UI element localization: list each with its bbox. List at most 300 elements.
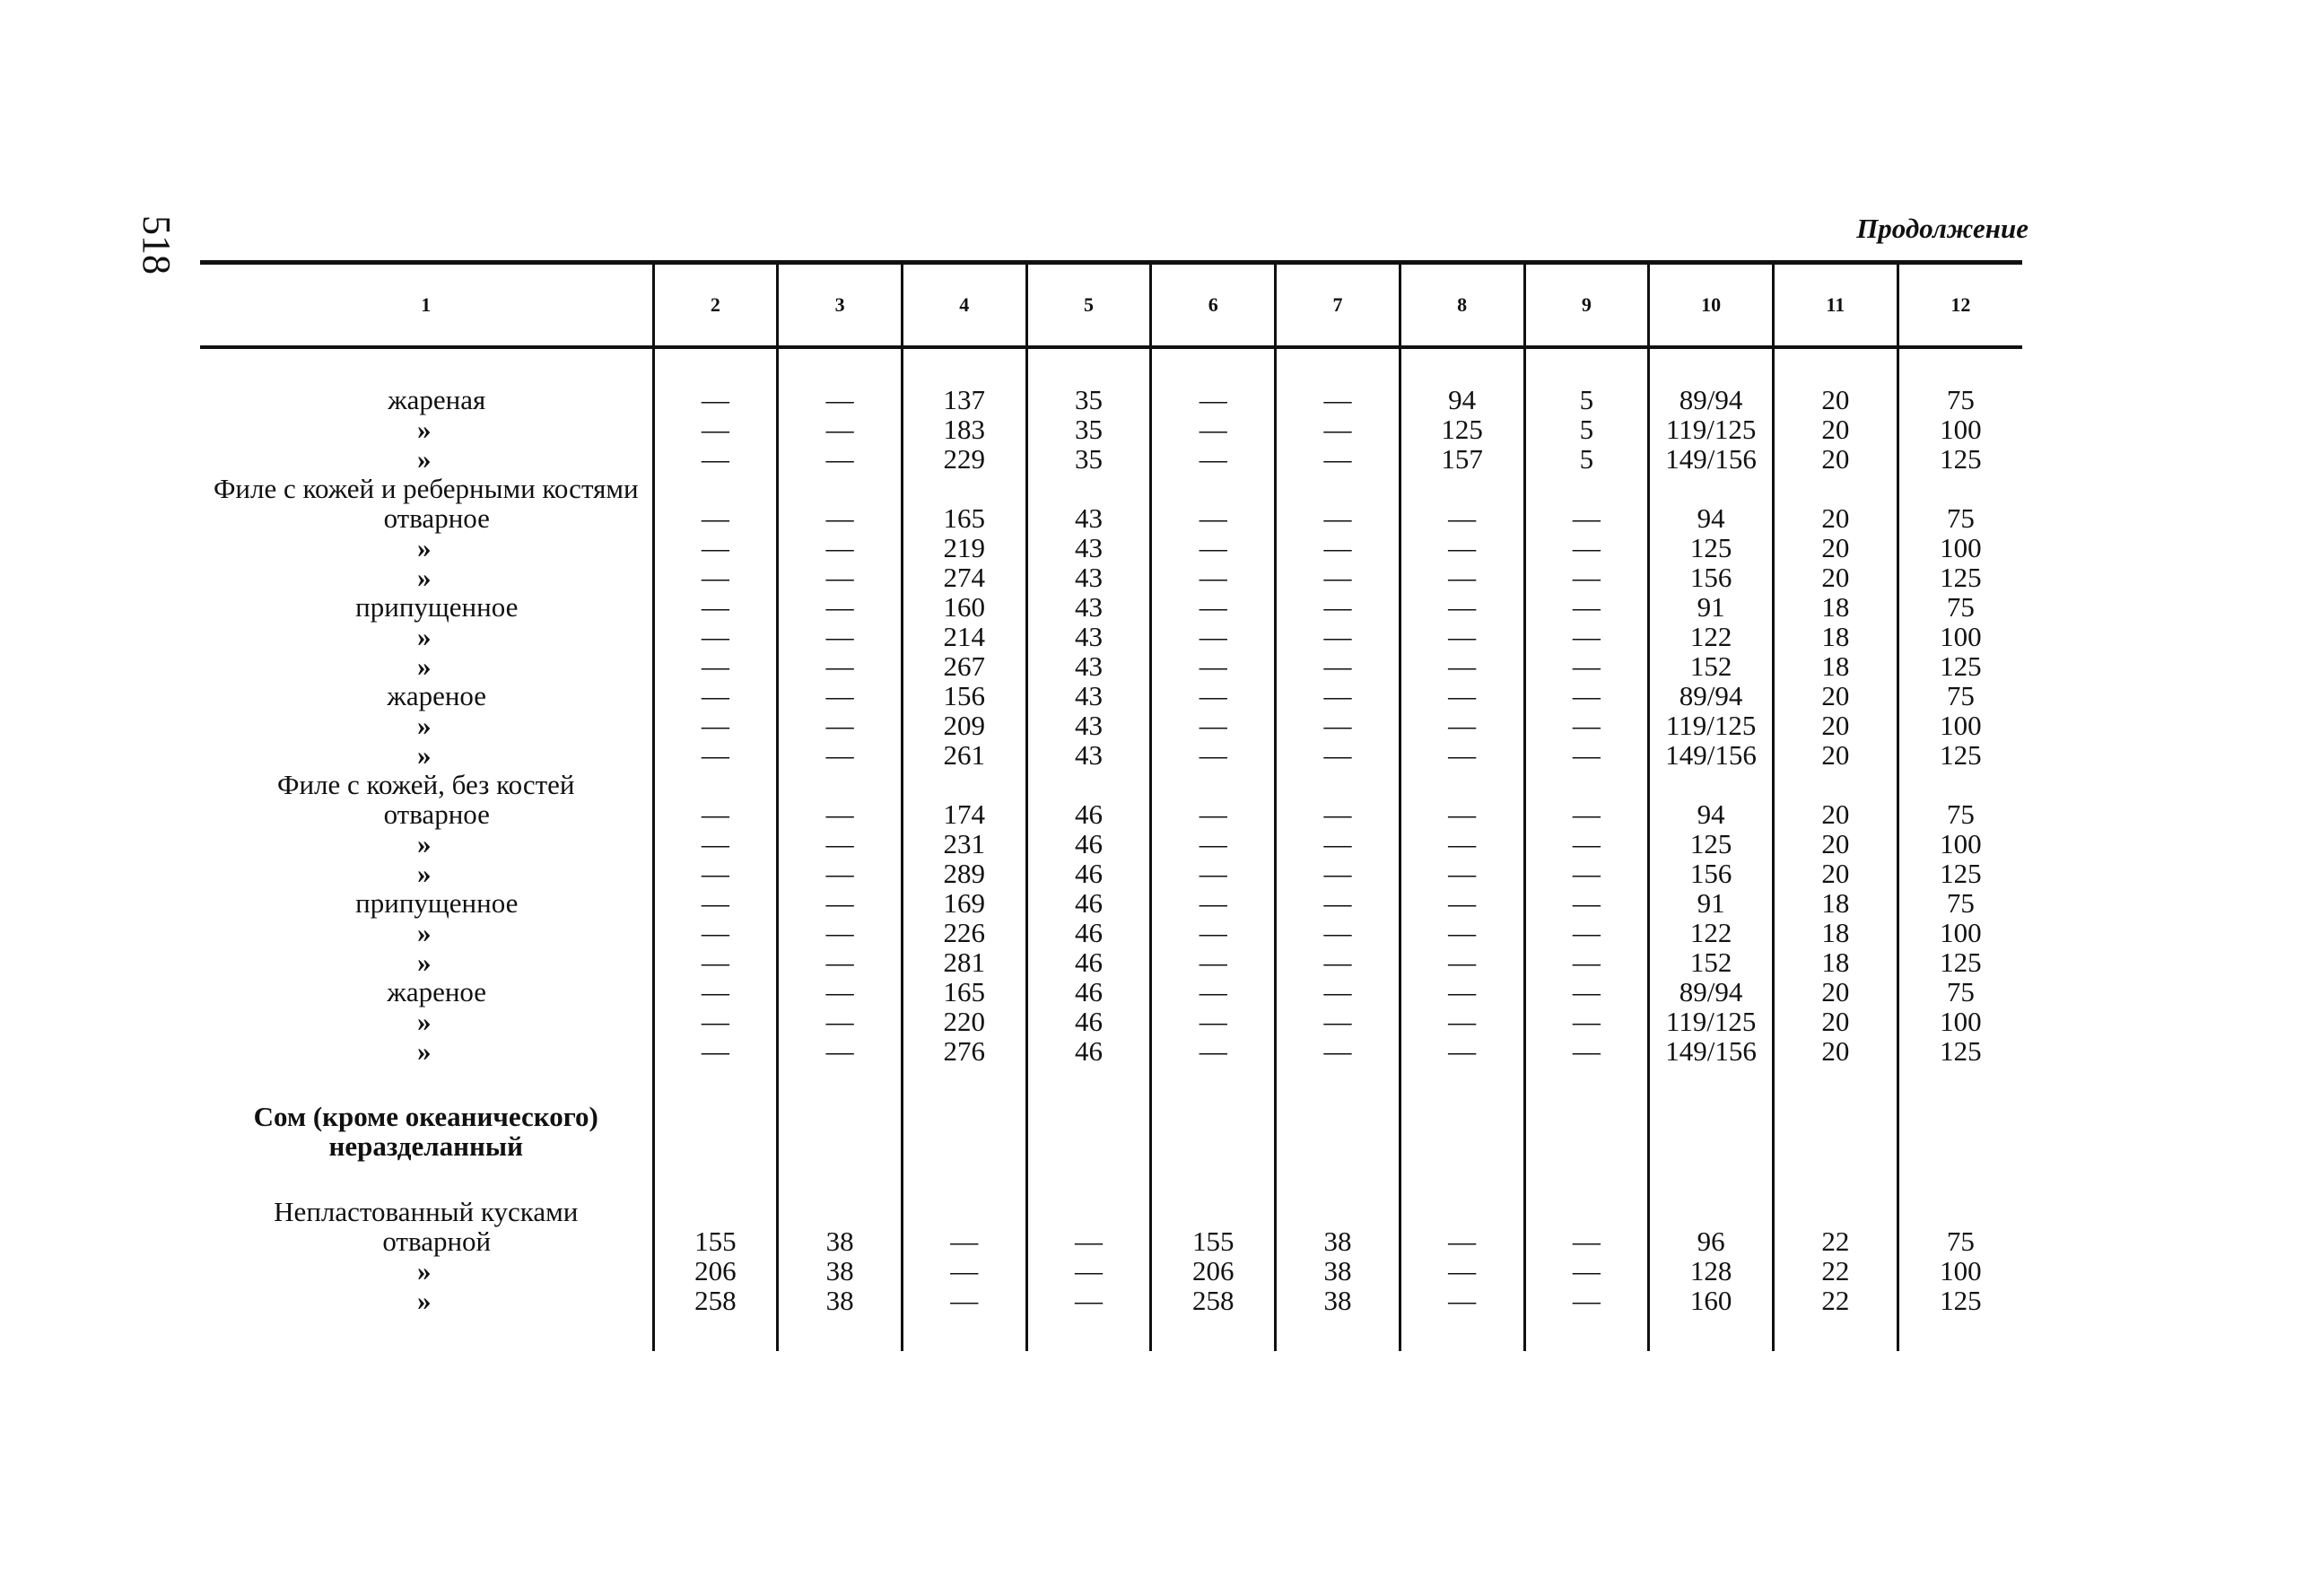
- table-cell: 219: [902, 533, 1026, 563]
- table-row: [200, 947, 2022, 977]
- table-cell: 119/125: [1649, 1007, 1774, 1036]
- table-cell: 43: [1026, 711, 1151, 740]
- table-cell: 38: [778, 1226, 903, 1256]
- table-cell: —: [778, 651, 903, 681]
- table-cell: [1026, 770, 1151, 799]
- table-row: [200, 1036, 2022, 1066]
- table-cell: —: [1151, 414, 1276, 444]
- table-cell: [1524, 770, 1649, 799]
- table-cell: 289: [902, 859, 1026, 888]
- table-cell: 267: [902, 651, 1026, 681]
- table-cell: —: [653, 681, 778, 711]
- table-cell: —: [1400, 1007, 1524, 1036]
- table-cell: [1524, 474, 1649, 503]
- table-cell: —: [778, 918, 903, 947]
- table-cell: —: [1400, 622, 1524, 651]
- table-cell: 20: [1773, 681, 1898, 711]
- table-cell: 38: [778, 1256, 903, 1286]
- table-cell: —: [1276, 1036, 1400, 1066]
- table-cell: [1773, 770, 1898, 799]
- table-cell: 22: [1773, 1226, 1898, 1256]
- table-cell: 125: [1898, 947, 2022, 977]
- table-cell: [653, 1197, 778, 1226]
- table-cell: —: [1151, 977, 1276, 1007]
- table-cell: 20: [1773, 414, 1898, 444]
- continuation-label: Продолжение: [1856, 213, 2028, 244]
- table-cell: —: [1276, 859, 1400, 888]
- table-cell: —: [1151, 444, 1276, 474]
- table-cell: 152: [1649, 651, 1774, 681]
- table-cell: —: [902, 1256, 1026, 1286]
- table-cell: —: [1524, 740, 1649, 770]
- table-cell: [1773, 1197, 1898, 1226]
- table-cell: —: [1151, 1036, 1276, 1066]
- table-cell: —: [653, 918, 778, 947]
- table-cell: 206: [653, 1256, 778, 1286]
- table-cell: —: [1400, 651, 1524, 681]
- table-row: [200, 829, 2022, 859]
- table-cell: —: [778, 622, 903, 651]
- table-cell: —: [1026, 1286, 1151, 1315]
- table-cell: —: [1151, 799, 1276, 829]
- table-cell: [1400, 474, 1524, 503]
- table-cell: 75: [1898, 385, 2022, 414]
- table-cell: [902, 770, 1026, 799]
- table-cell: —: [1524, 799, 1649, 829]
- table-cell: 43: [1026, 563, 1151, 592]
- table-cell: —: [1400, 977, 1524, 1007]
- table-cell: —: [1400, 711, 1524, 740]
- table-cell: 156: [1649, 859, 1774, 888]
- table-row: [200, 1226, 2022, 1256]
- table-cell: —: [1276, 533, 1400, 563]
- table-cell: 155: [653, 1226, 778, 1256]
- table-cell: 119/125: [1649, 711, 1774, 740]
- row-label: »: [417, 709, 432, 741]
- column-header: 9: [1524, 263, 1649, 347]
- table-cell: —: [653, 711, 778, 740]
- table-cell: —: [1400, 1226, 1524, 1256]
- row-label: Непластованный кусками: [274, 1195, 579, 1227]
- row-label: жареная: [388, 383, 486, 415]
- table-cell: —: [1524, 829, 1649, 859]
- table-row: [200, 385, 2022, 414]
- table-cell: —: [1276, 947, 1400, 977]
- table-row: [200, 651, 2022, 681]
- column-header: 12: [1898, 263, 2022, 347]
- table-cell: 38: [778, 1286, 903, 1315]
- row-label: »: [417, 1284, 432, 1316]
- table-cell: —: [1524, 503, 1649, 533]
- table-cell: 43: [1026, 503, 1151, 533]
- table-cell: 18: [1773, 651, 1898, 681]
- table-cell: —: [653, 977, 778, 1007]
- table-cell: —: [1151, 829, 1276, 859]
- table-cell: 20: [1773, 444, 1898, 474]
- column-header: 1: [200, 263, 653, 347]
- table-row: [200, 799, 2022, 829]
- row-label: »: [417, 738, 432, 771]
- table-cell: —: [653, 533, 778, 563]
- table-cell: —: [1151, 651, 1276, 681]
- table-cell: [1276, 1102, 1400, 1161]
- table-row: [200, 474, 2022, 503]
- table-cell: —: [1276, 1007, 1400, 1036]
- row-label: отварной: [382, 1225, 492, 1257]
- table-cell: [1026, 1197, 1151, 1226]
- table-cell: —: [1400, 1036, 1524, 1066]
- table-cell: —: [778, 1036, 903, 1066]
- table-cell: 149/156: [1649, 444, 1774, 474]
- table-cell: 128: [1649, 1256, 1774, 1286]
- table-cell: —: [1524, 533, 1649, 563]
- page-number: 518: [135, 215, 179, 275]
- table-cell: [1649, 1197, 1774, 1226]
- table-cell: 226: [902, 918, 1026, 947]
- row-label: жареное: [387, 679, 487, 711]
- table-cell: 18: [1773, 592, 1898, 622]
- table-cell: —: [1400, 740, 1524, 770]
- table-cell: [1026, 1102, 1151, 1161]
- table-cell: 125: [1400, 414, 1524, 444]
- table-cell: [1151, 770, 1276, 799]
- table-cell: —: [653, 385, 778, 414]
- table-cell: 156: [902, 681, 1026, 711]
- table-cell: 89/94: [1649, 681, 1774, 711]
- column-header: 3: [778, 263, 903, 347]
- table-cell: 125: [1898, 444, 2022, 474]
- table-cell: 35: [1026, 414, 1151, 444]
- row-label: »: [417, 561, 432, 593]
- table-cell: —: [1524, 1286, 1649, 1315]
- column-header: 2: [653, 263, 778, 347]
- table-cell: —: [1151, 533, 1276, 563]
- table-cell: —: [1400, 533, 1524, 563]
- table-cell: —: [778, 592, 903, 622]
- row-label: Филе с кожей и реберными костями: [213, 472, 639, 504]
- row-label: »: [417, 1005, 432, 1037]
- table-cell: 261: [902, 740, 1026, 770]
- table-cell: —: [653, 1036, 778, 1066]
- row-label: »: [417, 827, 432, 859]
- table-cell: —: [1400, 592, 1524, 622]
- table-cell: —: [778, 503, 903, 533]
- table-cell: —: [653, 651, 778, 681]
- table-cell: 75: [1898, 799, 2022, 829]
- table-cell: —: [653, 1007, 778, 1036]
- table-cell: [1898, 1102, 2022, 1161]
- table-cell: —: [778, 888, 903, 918]
- table-row: [200, 1007, 2022, 1036]
- row-label: »: [417, 413, 432, 445]
- table-cell: 43: [1026, 651, 1151, 681]
- table-row: [200, 740, 2022, 770]
- table-cell: —: [1524, 681, 1649, 711]
- table-cell: —: [653, 829, 778, 859]
- table-cell: —: [653, 622, 778, 651]
- table-cell: —: [1151, 563, 1276, 592]
- table-row: [200, 859, 2022, 888]
- table-cell: 149/156: [1649, 1036, 1774, 1066]
- table-cell: —: [1524, 563, 1649, 592]
- table-row: [200, 563, 2022, 592]
- table-row: [200, 711, 2022, 740]
- table-cell: —: [778, 977, 903, 1007]
- table-cell: 20: [1773, 503, 1898, 533]
- table-cell: —: [1524, 977, 1649, 1007]
- table-cell: —: [1276, 888, 1400, 918]
- table-cell: 20: [1773, 385, 1898, 414]
- table-cell: 214: [902, 622, 1026, 651]
- table-cell: 94: [1649, 799, 1774, 829]
- table-cell: 38: [1276, 1256, 1400, 1286]
- table-cell: [1524, 1102, 1649, 1161]
- spacer-row: [200, 347, 2022, 385]
- table-cell: 174: [902, 799, 1026, 829]
- table-cell: 156: [1649, 563, 1774, 592]
- table-cell: 100: [1898, 711, 2022, 740]
- table-cell: —: [1400, 918, 1524, 947]
- table-cell: 91: [1649, 592, 1774, 622]
- table-cell: [902, 1197, 1026, 1226]
- table-cell: [1276, 474, 1400, 503]
- table-cell: —: [1026, 1256, 1151, 1286]
- table-cell: 165: [902, 977, 1026, 1007]
- table-row: [200, 888, 2022, 918]
- table-cell: [778, 770, 903, 799]
- table-cell: 281: [902, 947, 1026, 977]
- row-label: »: [417, 857, 432, 889]
- table-cell: 22: [1773, 1256, 1898, 1286]
- table-cell: —: [1400, 681, 1524, 711]
- table-cell: [902, 474, 1026, 503]
- table-cell: 125: [1898, 563, 2022, 592]
- table-cell: 157: [1400, 444, 1524, 474]
- row-label: »: [417, 916, 432, 948]
- table-cell: [1400, 1102, 1524, 1161]
- table-cell: [1400, 770, 1524, 799]
- table-cell: —: [1151, 681, 1276, 711]
- table-cell: 258: [653, 1286, 778, 1315]
- table-cell: —: [1524, 622, 1649, 651]
- row-label: »: [417, 620, 432, 652]
- table-cell: [653, 770, 778, 799]
- table-cell: 46: [1026, 1036, 1151, 1066]
- table-cell: [653, 474, 778, 503]
- table-cell: 18: [1773, 622, 1898, 651]
- table-cell: 46: [1026, 888, 1151, 918]
- spacer-row: [200, 1315, 2022, 1351]
- table-cell: —: [653, 799, 778, 829]
- table-cell: 274: [902, 563, 1026, 592]
- table-cell: 206: [1151, 1256, 1276, 1286]
- table-cell: 160: [902, 592, 1026, 622]
- table-cell: [1026, 474, 1151, 503]
- column-header: 11: [1773, 263, 1898, 347]
- table-cell: [1151, 474, 1276, 503]
- table-cell: 165: [902, 503, 1026, 533]
- table-cell: 231: [902, 829, 1026, 859]
- column-header: 4: [902, 263, 1026, 347]
- column-header: 8: [1400, 263, 1524, 347]
- table-cell: 35: [1026, 444, 1151, 474]
- table-cell: 125: [1649, 829, 1774, 859]
- table-cell: 169: [902, 888, 1026, 918]
- table-cell: 122: [1649, 622, 1774, 651]
- table-cell: 20: [1773, 563, 1898, 592]
- table-cell: 100: [1898, 533, 2022, 563]
- table-cell: —: [1276, 977, 1400, 1007]
- table-cell: —: [778, 533, 903, 563]
- table-cell: 100: [1898, 622, 2022, 651]
- table-cell: 258: [1151, 1286, 1276, 1315]
- table-cell: 5: [1524, 385, 1649, 414]
- table-cell: —: [1276, 414, 1400, 444]
- table-cell: —: [1524, 918, 1649, 947]
- table-cell: —: [653, 592, 778, 622]
- row-label: Филе с кожей, без костей: [276, 768, 575, 800]
- row-label: »: [417, 1034, 432, 1067]
- table-cell: —: [778, 681, 903, 711]
- table-cell: —: [1524, 1256, 1649, 1286]
- table-cell: 94: [1400, 385, 1524, 414]
- table-cell: 43: [1026, 681, 1151, 711]
- table-cell: 100: [1898, 1256, 2022, 1286]
- spacer-row: [200, 1066, 2022, 1102]
- table-cell: —: [778, 444, 903, 474]
- table-row: [200, 503, 2022, 533]
- table-row: [200, 414, 2022, 444]
- table-cell: —: [1400, 503, 1524, 533]
- table-cell: —: [1524, 1007, 1649, 1036]
- table-cell: 43: [1026, 592, 1151, 622]
- table-cell: 43: [1026, 622, 1151, 651]
- table-cell: 152: [1649, 947, 1774, 977]
- table-cell: 155: [1151, 1226, 1276, 1256]
- row-label: припущенное: [355, 590, 519, 623]
- table-cell: —: [653, 444, 778, 474]
- table-cell: 119/125: [1649, 414, 1774, 444]
- table-cell: —: [778, 711, 903, 740]
- table-cell: —: [1524, 888, 1649, 918]
- table-cell: 96: [1649, 1226, 1774, 1256]
- table-cell: —: [778, 563, 903, 592]
- table-cell: —: [1400, 799, 1524, 829]
- column-header: 7: [1276, 263, 1400, 347]
- table-cell: 229: [902, 444, 1026, 474]
- table-cell: 20: [1773, 829, 1898, 859]
- table-cell: —: [902, 1226, 1026, 1256]
- column-header: 10: [1649, 263, 1774, 347]
- table-cell: —: [1276, 503, 1400, 533]
- table-cell: 100: [1898, 829, 2022, 859]
- table-cell: 276: [902, 1036, 1026, 1066]
- table-row: [200, 592, 2022, 622]
- table-cell: —: [653, 563, 778, 592]
- table-cell: —: [1524, 1036, 1649, 1066]
- table-cell: [1276, 1197, 1400, 1226]
- table-cell: —: [1151, 947, 1276, 977]
- table-cell: [1400, 1197, 1524, 1226]
- table-cell: 89/94: [1649, 977, 1774, 1007]
- table-cell: 75: [1898, 681, 2022, 711]
- table-cell: 20: [1773, 740, 1898, 770]
- table-cell: 20: [1773, 859, 1898, 888]
- table-cell: —: [1276, 622, 1400, 651]
- table-cell: 46: [1026, 918, 1151, 947]
- table-cell: 43: [1026, 740, 1151, 770]
- table-cell: —: [778, 414, 903, 444]
- table-cell: —: [653, 888, 778, 918]
- table-cell: 43: [1026, 533, 1151, 563]
- table-cell: —: [1276, 829, 1400, 859]
- row-label: отварное: [383, 501, 490, 534]
- table-cell: 89/94: [1649, 385, 1774, 414]
- table-cell: 100: [1898, 1007, 2022, 1036]
- table-cell: —: [1151, 888, 1276, 918]
- table-row: [200, 1197, 2022, 1226]
- data-table: [200, 260, 2022, 1351]
- table-cell: —: [1276, 385, 1400, 414]
- table-row: [200, 1256, 2022, 1286]
- table-cell: —: [1524, 651, 1649, 681]
- table-cell: —: [902, 1286, 1026, 1315]
- table-cell: 100: [1898, 918, 2022, 947]
- table-cell: 20: [1773, 533, 1898, 563]
- row-label: »: [417, 442, 432, 475]
- table-cell: —: [1524, 711, 1649, 740]
- table-cell: 20: [1773, 711, 1898, 740]
- table-cell: [1524, 1197, 1649, 1226]
- table-cell: —: [1276, 681, 1400, 711]
- table-cell: [1773, 474, 1898, 503]
- table-cell: —: [1151, 385, 1276, 414]
- table-cell: [1898, 770, 2022, 799]
- table-cell: —: [778, 947, 903, 977]
- table-cell: —: [1524, 1226, 1649, 1256]
- table-cell: 183: [902, 414, 1026, 444]
- table-cell: —: [653, 947, 778, 977]
- table-row: [200, 977, 2022, 1007]
- table-cell: —: [653, 503, 778, 533]
- table-cell: [778, 1102, 903, 1161]
- table-cell: 46: [1026, 859, 1151, 888]
- table-cell: —: [1400, 1256, 1524, 1286]
- table-cell: 100: [1898, 414, 2022, 444]
- table-cell: 38: [1276, 1286, 1400, 1315]
- table-cell: —: [1400, 1286, 1524, 1315]
- table-row: [200, 1286, 2022, 1315]
- table-cell: 46: [1026, 799, 1151, 829]
- table-cell: —: [1276, 592, 1400, 622]
- table-cell: —: [653, 859, 778, 888]
- table-cell: [778, 474, 903, 503]
- table-cell: 75: [1898, 592, 2022, 622]
- table-cell: 5: [1524, 414, 1649, 444]
- table-cell: 209: [902, 711, 1026, 740]
- table-cell: —: [1151, 622, 1276, 651]
- column-header: 6: [1151, 263, 1276, 347]
- table-cell: 20: [1773, 1007, 1898, 1036]
- table-cell: 75: [1898, 1226, 2022, 1256]
- table-cell: 149/156: [1649, 740, 1774, 770]
- table-cell: —: [1276, 740, 1400, 770]
- table-cell: —: [1276, 444, 1400, 474]
- table-cell: —: [653, 414, 778, 444]
- column-header: 5: [1026, 263, 1151, 347]
- table-cell: —: [1151, 918, 1276, 947]
- table-cell: —: [1026, 1226, 1151, 1256]
